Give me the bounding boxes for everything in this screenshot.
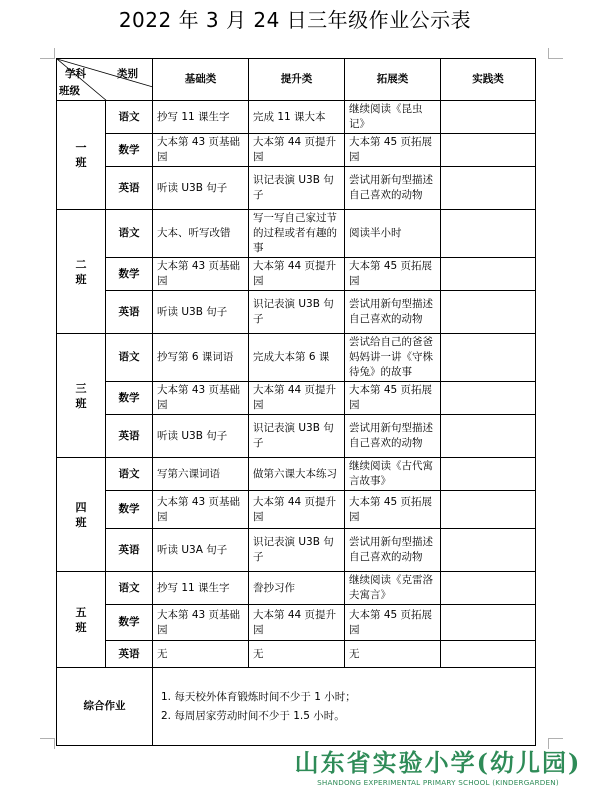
task-cell-basic: 抄写 11 课生字 — [153, 101, 249, 134]
task-cell-improve: 大本第 44 页提升园 — [249, 491, 345, 529]
subject-cell: 数学 — [106, 382, 153, 415]
task-cell-improve: 完成 11 课大本 — [249, 101, 345, 134]
task-cell-improve: 完成大本第 6 课 — [249, 334, 345, 382]
class-name-cell: 二 班 — [57, 210, 106, 334]
subject-cell: 语文 — [106, 572, 153, 605]
class-name-cell: 五 班 — [57, 572, 106, 668]
subject-cell: 英语 — [106, 415, 153, 458]
task-cell-practice — [441, 382, 536, 415]
corner-class-label: 班级 — [59, 85, 80, 97]
table-row — [57, 258, 536, 291]
subject-cell: 数学 — [106, 491, 153, 529]
task-cell-extend: 大本第 45 页拓展园 — [345, 134, 441, 167]
task-cell-practice — [441, 572, 536, 605]
column-header-basic: 基础类 — [153, 59, 249, 101]
header-row — [57, 59, 536, 101]
task-cell-improve: 誊抄习作 — [249, 572, 345, 605]
task-cell-extend: 大本第 45 页拓展园 — [345, 382, 441, 415]
task-cell-practice — [441, 167, 536, 210]
task-cell-practice — [441, 291, 536, 334]
summary-item: 2. 每周居家劳动时间不少于 1.5 小时。 — [161, 709, 345, 722]
task-cell-extend: 继续阅读《克雷洛夫寓言》 — [345, 572, 441, 605]
task-cell-extend: 大本第 45 页拓展园 — [345, 258, 441, 291]
column-header-extend: 拓展类 — [345, 59, 441, 101]
task-cell-extend: 尝试用新句型描述自己喜欢的动物 — [345, 529, 441, 572]
task-cell-extend: 继续阅读《昆虫记》 — [345, 101, 441, 134]
corner-crop-mark — [40, 738, 55, 749]
task-cell-improve: 识记表演 U3B 句子 — [249, 291, 345, 334]
table-row — [57, 641, 536, 668]
task-cell-basic: 听读 U3B 句子 — [153, 167, 249, 210]
task-cell-extend: 继续阅读《古代寓言故事》 — [345, 458, 441, 491]
subject-cell: 英语 — [106, 529, 153, 572]
column-header-practice: 实践类 — [441, 59, 536, 101]
table-row — [57, 382, 536, 415]
task-cell-improve: 大本第 44 页提升园 — [249, 605, 345, 641]
task-cell-extend: 尝试用新句型描述自己喜欢的动物 — [345, 167, 441, 210]
homework-table — [56, 58, 536, 746]
task-cell-extend: 尝试给自己的爸爸妈妈讲一讲《守株待兔》的故事 — [345, 334, 441, 382]
corner-header — [57, 59, 153, 101]
task-cell-extend: 无 — [345, 641, 441, 668]
table-row — [57, 210, 536, 258]
page-title: 2022 年 3 月 24 日三年级作业公示表 — [118, 8, 472, 32]
corner-subject-label: 学科 — [65, 68, 86, 80]
task-cell-practice — [441, 491, 536, 529]
task-cell-basic: 写第六课词语 — [153, 458, 249, 491]
task-cell-basic: 大本第 43 页基础园 — [153, 491, 249, 529]
task-cell-extend: 阅读半小时 — [345, 210, 441, 258]
subject-cell: 数学 — [106, 258, 153, 291]
table-row — [57, 529, 536, 572]
task-cell-practice — [441, 641, 536, 668]
subject-cell: 语文 — [106, 458, 153, 491]
corner-type-label: 类别 — [117, 68, 138, 80]
table-row — [57, 415, 536, 458]
logo-english: SHANDONG EXPERIMENTAL PRIMARY SCHOOL (KINDERGARDEN) — [317, 778, 559, 787]
task-cell-basic: 听读 U3B 句子 — [153, 415, 249, 458]
task-cell-improve: 大本第 44 页提升园 — [249, 134, 345, 167]
table-row — [57, 101, 536, 134]
table-row — [57, 605, 536, 641]
subject-cell: 英语 — [106, 291, 153, 334]
table-row — [57, 167, 536, 210]
task-cell-extend: 大本第 45 页拓展园 — [345, 605, 441, 641]
task-cell-basic: 无 — [153, 641, 249, 668]
task-cell-extend: 大本第 45 页拓展园 — [345, 491, 441, 529]
table-row — [57, 572, 536, 605]
task-cell-practice — [441, 605, 536, 641]
task-cell-improve: 识记表演 U3B 句子 — [249, 167, 345, 210]
task-cell-practice — [441, 415, 536, 458]
column-header-improve: 提升类 — [249, 59, 345, 101]
logo-name: 山东省实验小学(幼儿园) — [294, 748, 582, 777]
subject-cell: 英语 — [106, 641, 153, 668]
subject-cell: 英语 — [106, 167, 153, 210]
task-cell-improve: 写一写自己家过节的过程或者有趣的事 — [249, 210, 345, 258]
subject-cell: 语文 — [106, 334, 153, 382]
corner-crop-mark — [40, 48, 55, 59]
summary-label: 综合作业 — [57, 668, 153, 746]
summary-item: 1. 每天校外体育锻炼时间不少于 1 小时； — [161, 690, 356, 703]
subject-cell: 数学 — [106, 134, 153, 167]
subject-cell: 数学 — [106, 605, 153, 641]
table-row — [57, 134, 536, 167]
table-row — [57, 458, 536, 491]
task-cell-practice — [441, 258, 536, 291]
school-logo — [290, 748, 586, 788]
summary-content — [153, 668, 536, 746]
task-cell-practice — [441, 101, 536, 134]
table-row — [57, 491, 536, 529]
summary-row — [57, 668, 536, 746]
task-cell-improve: 识记表演 U3B 句子 — [249, 529, 345, 572]
task-cell-basic: 听读 U3B 句子 — [153, 291, 249, 334]
task-cell-improve: 做第六课大本练习 — [249, 458, 345, 491]
task-cell-basic: 大本、听写改错 — [153, 210, 249, 258]
task-cell-improve: 无 — [249, 641, 345, 668]
task-cell-improve: 大本第 44 页提升园 — [249, 258, 345, 291]
task-cell-basic: 抄写第 6 课词语 — [153, 334, 249, 382]
table-row — [57, 291, 536, 334]
table-row — [57, 334, 536, 382]
task-cell-improve: 大本第 44 页提升园 — [249, 382, 345, 415]
task-cell-basic: 听读 U3A 句子 — [153, 529, 249, 572]
task-cell-improve: 识记表演 U3B 句子 — [249, 415, 345, 458]
task-cell-practice — [441, 529, 536, 572]
corner-crop-mark — [548, 48, 563, 59]
subject-cell: 语文 — [106, 101, 153, 134]
task-cell-basic: 大本第 43 页基础园 — [153, 134, 249, 167]
task-cell-basic: 大本第 43 页基础园 — [153, 605, 249, 641]
task-cell-basic: 大本第 43 页基础园 — [153, 382, 249, 415]
subject-cell: 语文 — [106, 210, 153, 258]
task-cell-basic: 大本第 43 页基础园 — [153, 258, 249, 291]
class-name-cell: 三 班 — [57, 334, 106, 458]
task-cell-practice — [441, 210, 536, 258]
task-cell-practice — [441, 458, 536, 491]
task-cell-extend: 尝试用新句型描述自己喜欢的动物 — [345, 415, 441, 458]
task-cell-extend: 尝试用新句型描述自己喜欢的动物 — [345, 291, 441, 334]
task-cell-practice — [441, 134, 536, 167]
class-name-cell: 一 班 — [57, 101, 106, 210]
class-name-cell: 四 班 — [57, 458, 106, 572]
task-cell-basic: 抄写 11 课生字 — [153, 572, 249, 605]
task-cell-practice — [441, 334, 536, 382]
